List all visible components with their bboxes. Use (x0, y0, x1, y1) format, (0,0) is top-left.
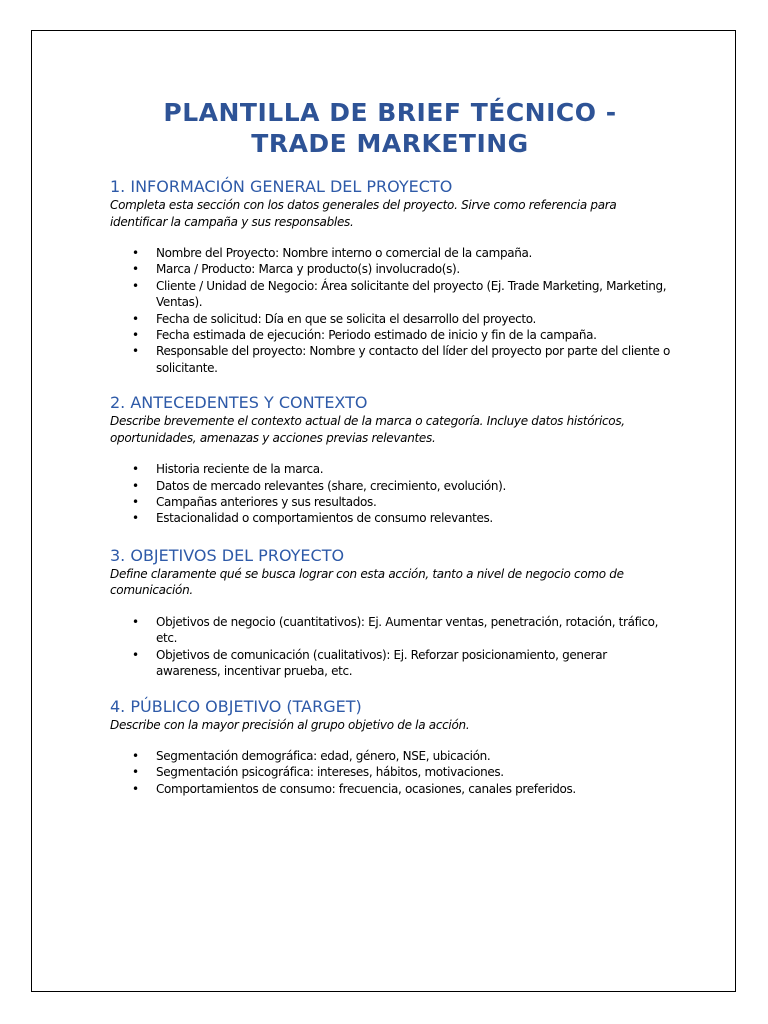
list-item (110, 311, 670, 327)
section-description: Describe con la mayor precisión al grupo objetivo de la acción. (110, 717, 470, 732)
list-item (110, 478, 670, 494)
bullet-list (110, 245, 670, 376)
section-antecedentes (110, 393, 670, 527)
bullet-icon: • (132, 511, 139, 526)
list-item-text: Objetivos de negocio (cuantitativos): Ej. Aumentar ventas, penetración, rotación, tráfico, etc. (156, 614, 659, 646)
bullet-list (110, 461, 670, 527)
document-title-line-1: PLANTILLA DE BRIEF TÉCNICO - (163, 98, 617, 127)
bullet-icon: • (132, 246, 139, 260)
list-item (110, 494, 670, 510)
section-description: Describe brevemente el contexto actual de la marca o categoría. Incluye datos históricos, oportunidades, amenazas y acciones previas relevantes. (110, 414, 625, 445)
bullet-icon: • (132, 262, 139, 277)
section-informacion-general (110, 177, 670, 376)
document-page (31, 30, 736, 992)
document-title (110, 97, 670, 159)
section-description: Define claramente qué se busca lograr con esta acción, tanto a nivel de negocio como de comunicación. (110, 566, 624, 598)
list-item-text: Segmentación demográfica: edad, género, NSE, ubicación. (156, 749, 491, 763)
bullet-icon: • (132, 495, 139, 510)
bullet-icon: • (132, 614, 139, 629)
list-item-text: Comportamientos de consumo: frecuencia, ocasiones, canales preferidos. (156, 781, 576, 796)
section-heading: 3. OBJETIVOS DEL PROYECTO (110, 545, 345, 565)
section-objetivos (110, 546, 670, 680)
bullet-icon: • (132, 344, 139, 359)
bullet-icon: • (132, 328, 139, 343)
list-item-text: Nombre del Proyecto: Nombre interno o comercial de la campaña. (156, 246, 532, 260)
bullet-icon: • (132, 278, 139, 293)
bullet-icon: • (132, 478, 139, 493)
document-content (110, 97, 670, 797)
list-item (110, 614, 670, 647)
section-publico-objetivo (110, 697, 670, 798)
bullet-list (110, 748, 670, 797)
list-item (110, 764, 670, 780)
document-title-line-2: TRADE MARKETING (251, 129, 529, 158)
list-item-text: Estacionalidad o comportamientos de consumo relevantes. (156, 511, 493, 526)
list-item (110, 510, 670, 526)
list-item-text: Objetivos de comunicación (cualitativos): Ej. Reforzar posicionamiento, generar awareness, incentivar prueba, etc. (156, 647, 607, 679)
list-item-text: Segmentación psicográfica: intereses, hábitos, motivaciones. (156, 765, 504, 780)
list-item-text: Historia reciente de la marca. (156, 462, 324, 477)
list-item (110, 748, 670, 764)
list-item (110, 461, 670, 477)
list-item (110, 278, 670, 311)
list-item (110, 245, 670, 261)
list-item (110, 261, 670, 277)
bullet-icon: • (132, 462, 139, 477)
list-item-text: Fecha de solicitud: Día en que se solicita el desarrollo del proyecto. (156, 311, 536, 326)
list-item-text: Datos de mercado relevantes (share, crecimiento, evolución). (156, 478, 506, 493)
bullet-icon: • (132, 647, 139, 662)
bullet-icon: • (132, 749, 139, 763)
bullet-icon: • (132, 765, 139, 780)
list-item-text: Campañas anteriores y sus resultados. (156, 495, 377, 510)
list-item (110, 647, 670, 680)
list-item-text: Fecha estimada de ejecución: Periodo estimado de inicio y fin de la campaña. (156, 328, 597, 343)
section-heading: 2. ANTECEDENTES Y CONTEXTO (110, 393, 368, 413)
section-heading: 1. INFORMACIÓN GENERAL DEL PROYECTO (110, 177, 453, 196)
bullet-list (110, 614, 670, 680)
list-item-text: Cliente / Unidad de Negocio: Área solicitante del proyecto (Ej. Trade Marketing, Marketing, Ventas). (156, 278, 667, 310)
bullet-icon: • (132, 781, 139, 796)
section-description: Completa esta sección con los datos generales del proyecto. Sirve como referencia para identificar la campaña y sus responsables. (110, 198, 617, 229)
list-item-text: Marca / Producto: Marca y producto(s) involucrado(s). (156, 262, 460, 277)
list-item-text: Responsable del proyecto: Nombre y contacto del líder del proyecto por parte del cliente o solicitante. (156, 344, 670, 375)
bullet-icon: • (132, 311, 139, 326)
list-item (110, 343, 670, 376)
section-heading: 4. PÚBLICO OBJETIVO (TARGET) (110, 696, 362, 716)
list-item (110, 781, 670, 797)
list-item (110, 327, 670, 343)
